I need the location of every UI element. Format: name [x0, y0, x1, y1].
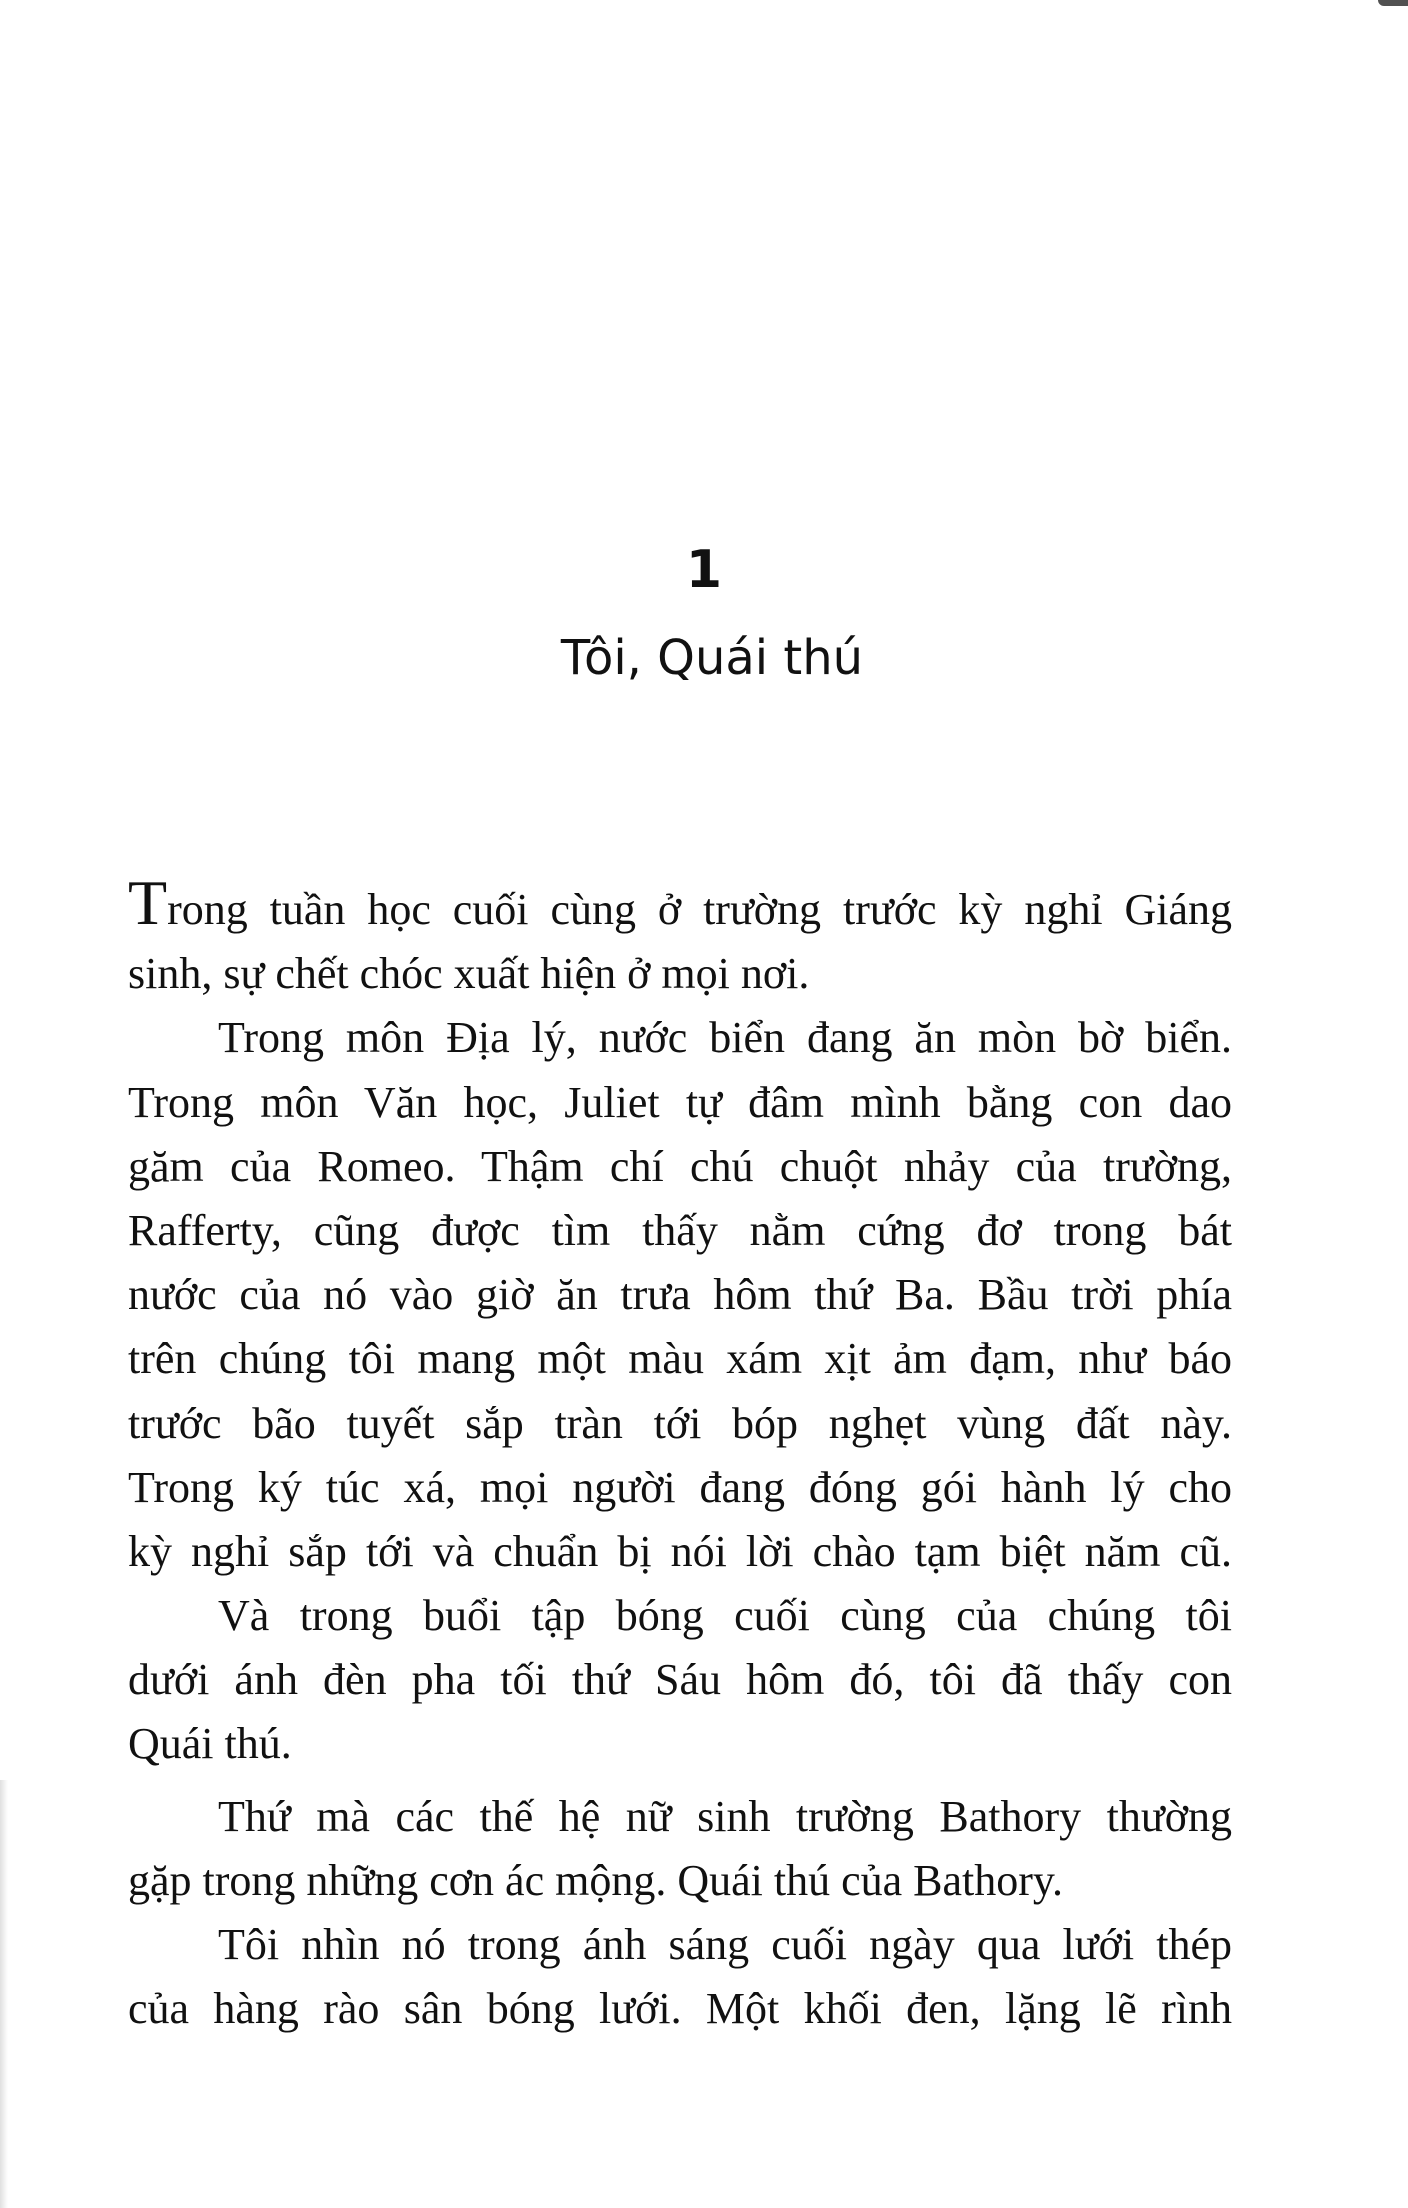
chapter-title: Tôi, Quái thú — [560, 630, 864, 686]
scan-corner-mark — [1378, 0, 1408, 6]
text-line: Tôi nhìn nó trong ánh sáng cuối ngày qua lưới thép — [218, 1920, 1232, 1969]
text-line: găm của Romeo. Thậm chí chú chuột nhảy của trường, — [128, 1141, 1232, 1191]
text-line: Trong tuần học cuối cùng ở trường trước kỳ nghỉ Giáng — [128, 867, 1232, 938]
text-line: Trong môn Văn học, Juliet tự đâm mình bằng con dao — [128, 1077, 1232, 1127]
text-line: gặp trong những cơn ác mộng. Quái thú của Bathory. — [128, 1855, 1064, 1905]
text-line: nước của nó vào giờ ăn trưa hôm thứ Ba. Bầu trời phía — [128, 1270, 1232, 1320]
text-line: Rafferty, cũng được tìm thấy nằm cứng đơ trong bát — [128, 1205, 1232, 1255]
chapter-body — [128, 867, 1232, 2041]
text-line: Và trong buổi tập bóng cuối cùng của chúng tôi — [218, 1591, 1232, 1641]
paragraph-1 — [128, 867, 1232, 1006]
paragraph-4 — [128, 1785, 1232, 1913]
paragraph-3 — [128, 1584, 1232, 1777]
scan-edge-shadow — [0, 1780, 8, 2208]
text-line: của hàng rào sân bóng lưới. Một khối đen, lặng lẽ rình — [128, 1984, 1232, 2034]
chapter-number: 1 — [685, 540, 723, 600]
text-line: trên chúng tôi mang một màu xám xịt ảm đạm, như báo — [128, 1334, 1232, 1384]
text-line: Thứ mà các thế hệ nữ sinh trường Bathory thường — [218, 1791, 1232, 1841]
paragraph-2 — [128, 1006, 1232, 1584]
text-line: Trong môn Địa lý, nước biển đang ăn mòn bờ biển. — [218, 1013, 1232, 1063]
text-line: trước bão tuyết sắp tràn tới bóp nghẹt vùng đất này. — [128, 1398, 1232, 1448]
text-line: sinh, sự chết chóc xuất hiện ở mọi nơi. — [128, 949, 810, 999]
drop-cap: T — [128, 867, 168, 938]
paragraph-5 — [128, 1913, 1232, 2041]
text-line: Quái thú. — [128, 1719, 292, 1769]
paragraph-spacer — [128, 1777, 1232, 1785]
text-line: dưới ánh đèn pha tối thứ Sáu hôm đó, tôi đã thấy con — [128, 1655, 1232, 1705]
text-line: kỳ nghỉ sắp tới và chuẩn bị nói lời chào tạm biệt năm cũ. — [128, 1526, 1232, 1576]
text-line: Trong ký túc xá, mọi người đang đóng gói hành lý cho — [128, 1462, 1232, 1512]
